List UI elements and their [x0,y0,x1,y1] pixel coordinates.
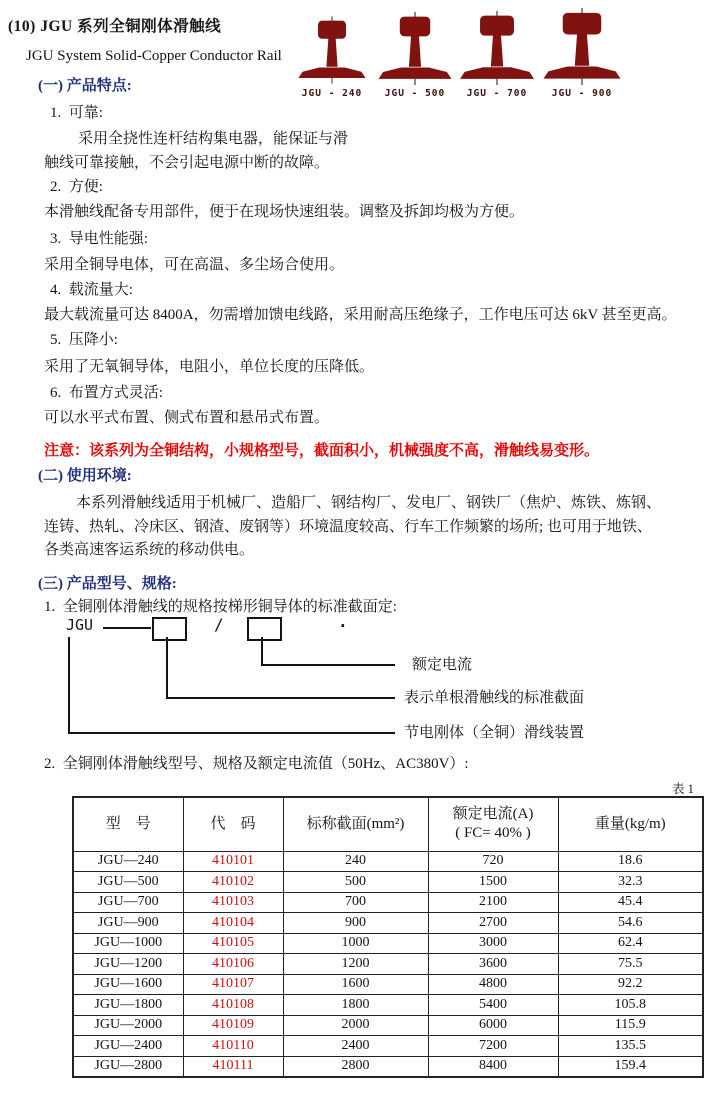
cell-current: 3600 [428,954,558,975]
warning-note: 注意：该系列为全铜结构，小规格型号，截面积小，机械强度不高，滑触线易变形。 [44,443,600,459]
cell-weight: 54.6 [558,913,703,934]
header-weight: 重量(kg/m) [558,797,703,851]
table-row [73,1036,703,1057]
table-row [73,892,703,913]
diagram-leader-section-horizontal [166,697,395,699]
environment-text-line1: 本系列滑触线适用于机械厂、造船厂、钢结构厂、发电厂、钢铁厂（焦炉、炼铁、炼钢、 [76,495,662,511]
cell-code: 410110 [183,1036,283,1057]
rail-figure-jgu-900 [538,8,626,99]
cell-weight: 45.4 [558,892,703,913]
cell-code: 410111 [183,1056,283,1077]
rail-cross-section-icon [458,11,536,85]
feature-2-title: 2. 方便: [50,179,103,195]
feature-6-text: 可以水平式布置、侧式布置和悬吊式布置。 [44,410,330,426]
cell-model: JGU—1200 [73,954,183,975]
section-heading-features: (一) 产品特点: [38,78,132,94]
header-current [428,797,558,851]
diagram-leader-section-vertical [166,637,168,699]
cell-weight: 135.5 [558,1036,703,1057]
diagram-leader-current-horizontal [261,664,395,666]
rail-cross-section-icon [297,15,367,85]
cell-section: 700 [283,892,428,913]
feature-3-title: 3. 导电性能强: [50,231,148,247]
cell-model: JGU—2400 [73,1036,183,1057]
feature-2-text: 本滑触线配备专用部件，便于在现场快速组装。调整及拆卸均极为方便。 [44,204,525,220]
spec-table [72,796,704,1078]
cell-current: 5400 [428,995,558,1016]
diagram-box-current [247,617,282,641]
header-section: 标称截面(mm²) [283,797,428,851]
cell-code: 410107 [183,974,283,995]
table-row [73,995,703,1016]
cell-model: JGU—1000 [73,933,183,954]
diagram-box-section [152,617,187,641]
cell-model: JGU—900 [73,913,183,934]
cell-weight: 62.4 [558,933,703,954]
cell-section: 1000 [283,933,428,954]
cell-current: 3000 [428,933,558,954]
header-current-line2: ( FC= 40% ) [455,825,531,842]
page-subtitle-en: JGU System Solid-Copper Conductor Rail [26,48,282,64]
environment-text-line3: 各类高速客运系统的移动供电。 [44,542,255,558]
rail-figure-label: JGU - 700 [466,88,528,99]
rail-figure-jgu-500 [377,12,453,99]
diagram-dash-line [103,627,151,629]
cell-section: 2800 [283,1056,428,1077]
cell-section: 2400 [283,1036,428,1057]
table-row [73,851,703,872]
table-row [73,1015,703,1036]
cell-section: 500 [283,872,428,893]
feature-5-text: 采用了无氧铜导体，电阻小，单位长度的压降低。 [44,359,375,375]
cell-weight: 92.2 [558,974,703,995]
rail-figure-label: JGU - 500 [384,88,446,99]
cell-code: 410101 [183,851,283,872]
table-caption: 表 1 [672,782,694,796]
diagram-leader-current-vertical [261,637,263,666]
diagram-label-device: 节电刚体（全铜）滑线装置 [404,725,585,741]
feature-4-text: 最大载流量可达 8400A，勿需增加馈电线路，采用耐高压绝缘子，工作电压可达 6kV 甚至更高。 [44,307,677,323]
cell-section: 1600 [283,974,428,995]
table-row [73,872,703,893]
cell-code: 410106 [183,954,283,975]
section-heading-spec: (三) 产品型号、规格: [38,576,177,592]
cell-current: 720 [428,851,558,872]
environment-text-line2: 连铸、热轧、冷床区、钢渣、废钢等）环境温度较高、行车工作频繁的场所; 也可用于地铁、 [44,519,652,535]
rail-cross-section-icon [377,12,453,85]
diagram-prefix: JGU [66,616,94,634]
cell-model: JGU—500 [73,872,183,893]
cell-current: 8400 [428,1056,558,1077]
cell-section: 900 [283,913,428,934]
diagram-label-standard-section: 表示单根滑触线的标准截面 [404,690,585,706]
table-row [73,974,703,995]
cell-current: 7200 [428,1036,558,1057]
cell-model: JGU—1600 [73,974,183,995]
table-row [73,954,703,975]
rail-figure-label: JGU - 900 [551,88,613,99]
cell-code: 410105 [183,933,283,954]
cell-section: 1800 [283,995,428,1016]
cell-weight: 105.8 [558,995,703,1016]
feature-5-title: 5. 压降小: [50,332,118,348]
feature-1-text-line1: 采用全挠性连杆结构集电器，能保证与滑 [78,131,349,147]
header-model: 型 号 [73,797,183,851]
spec-item-1: 1. 全铜刚体滑触线的规格按梯形铜导体的标准截面定: [44,599,397,615]
table-row [73,933,703,954]
rail-figure-label: JGU - 240 [301,88,363,99]
table-row [73,1056,703,1077]
cell-code: 410108 [183,995,283,1016]
rail-figure-jgu-700 [458,11,536,99]
diagram-slash: / [214,615,224,634]
table-header-row [73,797,703,851]
spec-item-2: 2. 全铜刚体滑触线型号、规格及额定电流值（50Hz、AC380V）: [44,756,469,772]
rail-cross-section-icon [538,8,626,85]
cell-current: 1500 [428,872,558,893]
cell-model: JGU—2000 [73,1015,183,1036]
rail-figure-jgu-240 [297,15,367,99]
cell-weight: 159.4 [558,1056,703,1077]
feature-6-title: 6. 布置方式灵活: [50,385,163,401]
section-heading-environment: (二) 使用环境: [38,468,132,484]
cell-model: JGU—240 [73,851,183,872]
diagram-leader-device-vertical [68,637,70,734]
cell-code: 410102 [183,872,283,893]
diagram-dot: . [338,612,348,631]
table-row [73,913,703,934]
cell-model: JGU—2800 [73,1056,183,1077]
header-code: 代 码 [183,797,283,851]
cell-model: JGU—700 [73,892,183,913]
cell-section: 240 [283,851,428,872]
cell-current: 6000 [428,1015,558,1036]
cell-current: 2700 [428,913,558,934]
page-title: (10) JGU 系列全铜刚体滑触线 [8,18,222,35]
cell-current: 2100 [428,892,558,913]
cell-code: 410104 [183,913,283,934]
cell-model: JGU—1800 [73,995,183,1016]
header-current-line1: 额定电流(A) [452,805,534,822]
cell-code: 410109 [183,1015,283,1036]
feature-1-text-line2: 触线可靠接触，不会引起电源中断的故障。 [44,155,330,171]
cell-weight: 32.3 [558,872,703,893]
feature-1-title: 1. 可靠: [50,105,103,121]
cell-weight: 75.5 [558,954,703,975]
cell-current: 4800 [428,974,558,995]
feature-4-title: 4. 载流量大: [50,282,133,298]
cell-section: 1200 [283,954,428,975]
cell-weight: 115.9 [558,1015,703,1036]
diagram-leader-device-horizontal [68,732,395,734]
cell-code: 410103 [183,892,283,913]
diagram-label-rated-current: 额定电流 [412,657,473,673]
cell-section: 2000 [283,1015,428,1036]
cell-weight: 18.6 [558,851,703,872]
feature-3-text: 采用全铜导电体，可在高温、多尘场合使用。 [44,257,345,273]
